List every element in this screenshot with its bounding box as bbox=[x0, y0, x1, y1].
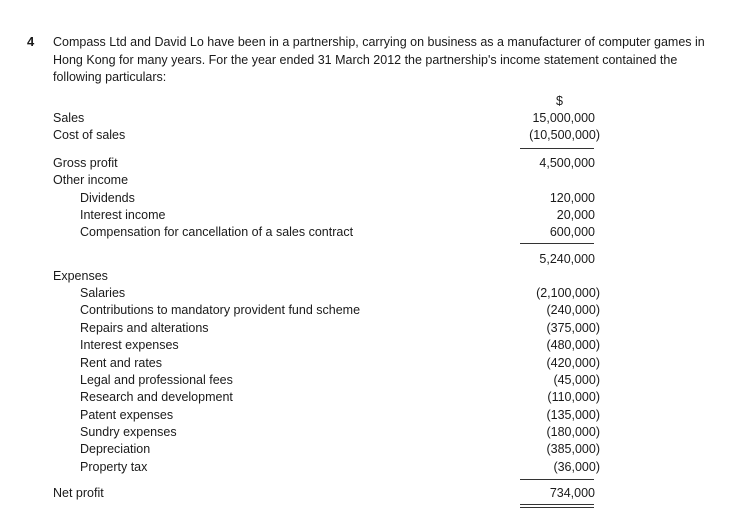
sales-label: Sales bbox=[53, 111, 85, 125]
expense-item-amount: (180,000) bbox=[546, 425, 600, 439]
income-item-label: Interest income bbox=[80, 208, 166, 222]
expenses-label: Expenses bbox=[53, 269, 108, 283]
question-text: Compass Ltd and David Lo have been in a partnership, carrying on business as a manufacturer of computer games in Hong Kong for many years. For the year ended 31 March 2012 the partnership's income statement contained the following particulars: bbox=[53, 35, 705, 84]
sales-row bbox=[0, 111, 745, 128]
list-item bbox=[0, 208, 745, 225]
net-profit-label: Net profit bbox=[53, 486, 104, 500]
subtotal-rule bbox=[520, 243, 594, 244]
net-profit-row bbox=[0, 486, 745, 503]
list-item bbox=[0, 191, 745, 208]
expenses-row bbox=[0, 269, 745, 286]
expense-item-amount: (2,100,000) bbox=[536, 286, 600, 300]
sales-amount: 15,000,000 bbox=[532, 111, 595, 125]
subtotal-rule bbox=[520, 148, 594, 149]
question-number: 4 bbox=[27, 34, 35, 49]
income-item-label: Dividends bbox=[80, 191, 135, 205]
expense-item-amount: (110,000) bbox=[547, 390, 600, 404]
expense-item-label: Research and development bbox=[80, 390, 233, 404]
expense-item-amount: (36,000) bbox=[553, 460, 600, 474]
list-item bbox=[0, 373, 745, 390]
income-item-amount: 600,000 bbox=[549, 225, 595, 239]
expense-item-amount: (240,000) bbox=[546, 303, 600, 317]
expense-item-label: Depreciation bbox=[80, 442, 151, 456]
subtotal-row bbox=[0, 252, 745, 269]
list-item bbox=[0, 338, 745, 355]
income-item-amount: 20,000 bbox=[556, 208, 595, 222]
expense-item-amount: (480,000) bbox=[546, 338, 600, 352]
expense-item-label: Contributions to mandatory provident fund scheme bbox=[80, 303, 361, 317]
total-double-rule bbox=[520, 504, 594, 508]
income-item-amount: 120,000 bbox=[549, 191, 595, 205]
list-item bbox=[0, 225, 745, 242]
gross-profit-row bbox=[0, 156, 745, 173]
subtotal-rule bbox=[520, 479, 594, 480]
subtotal-amount: 5,240,000 bbox=[539, 252, 595, 266]
expense-item-amount: (385,000) bbox=[546, 442, 600, 456]
list-item bbox=[0, 321, 745, 338]
cost-of-sales-amount: (10,500,000) bbox=[529, 128, 600, 142]
currency-header-row bbox=[0, 94, 745, 111]
expense-item-label: Sundry expenses bbox=[80, 425, 177, 439]
income-item-label: Compensation for cancellation of a sales contract bbox=[80, 225, 354, 239]
expense-item-label: Rent and rates bbox=[80, 356, 162, 370]
list-item bbox=[0, 286, 745, 303]
expense-item-label: Patent expenses bbox=[80, 408, 174, 422]
cost-of-sales-row bbox=[0, 128, 745, 145]
currency-header: $ bbox=[556, 94, 563, 108]
list-item bbox=[0, 442, 745, 459]
list-item bbox=[0, 303, 745, 320]
cost-of-sales-label: Cost of sales bbox=[53, 128, 126, 142]
list-item bbox=[0, 356, 745, 373]
gross-profit-label: Gross profit bbox=[53, 156, 118, 170]
expense-item-amount: (135,000) bbox=[546, 408, 600, 422]
list-item bbox=[0, 408, 745, 425]
expense-item-label: Legal and professional fees bbox=[80, 373, 233, 387]
expense-item-amount: (420,000) bbox=[546, 356, 600, 370]
expense-item-label: Property tax bbox=[80, 460, 148, 474]
other-income-label: Other income bbox=[53, 173, 129, 187]
expense-item-amount: (45,000) bbox=[553, 373, 600, 387]
other-income-row bbox=[0, 173, 745, 190]
expense-item-label: Repairs and alterations bbox=[80, 321, 209, 335]
net-profit-amount: 734,000 bbox=[549, 486, 595, 500]
list-item bbox=[0, 425, 745, 442]
list-item bbox=[0, 460, 745, 477]
list-item bbox=[0, 390, 745, 407]
gross-profit-amount: 4,500,000 bbox=[539, 156, 595, 170]
expense-item-amount: (375,000) bbox=[546, 321, 600, 335]
expense-item-label: Interest expenses bbox=[80, 338, 179, 352]
expense-item-label: Salaries bbox=[80, 286, 126, 300]
